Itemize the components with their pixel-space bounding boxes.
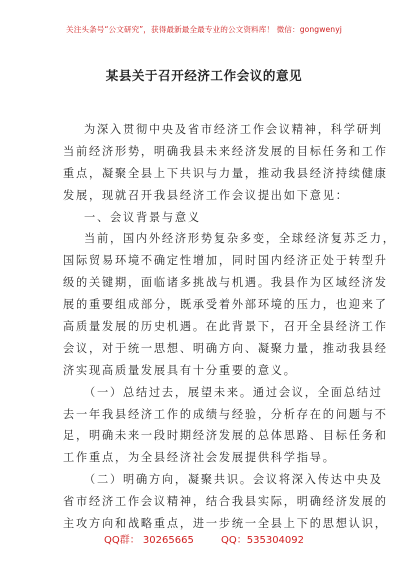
page-title: 某县关于召开经济工作会议的意见	[105, 68, 303, 83]
text-line: （二）明确方向，凝聚共识。会议将深入传达中央及	[84, 473, 383, 487]
text-line: 展的重要组成部分，既承受着外部环境的压力，也迎来了	[63, 298, 388, 312]
text-line: 高质量发展的历史机遇。在此背景下，召开全县经济工作	[63, 320, 388, 334]
text-line: 发展，现就召开我县经济工作会议提出如下意见：	[63, 188, 349, 202]
document-body	[63, 119, 396, 535]
body-text	[63, 119, 396, 535]
footer-contact	[0, 531, 408, 546]
text-line: 国际贸易环境不确定性增加，同时国内经济正处于转型升	[63, 254, 388, 268]
text-line: 去一年我县经济工作的成绩与经验，分析存在的问题与不	[63, 407, 388, 421]
qq-contact-text: QQ：535304092	[221, 535, 305, 546]
text-line: 当前经济形势，明确我县未来经济发展的目标任务和工作	[63, 144, 388, 158]
text-line: 会议，对于统一思想、明确方向、凝聚力量，推动我县经	[63, 341, 388, 355]
text-line: 为深入贯彻中央及省市经济工作会议精神，科学研判	[84, 123, 383, 136]
text-line: （一）总结过去，展望未来。通过会议，全面总结过	[84, 385, 383, 399]
text-line: 足，明确未来一段时期经济发展的总体思路、目标任务和	[63, 429, 388, 443]
text-line: 级的关键期，面临诸多挑战与机遇。我县作为区域经济发	[63, 276, 388, 290]
text-line: 济实现高质量发展具有十分重要的意义。	[63, 363, 297, 377]
qq-group-text: QQ群： 30265665	[103, 535, 194, 546]
text-line: 主攻方向和战略重点，进一步统一全县上下的思想认识，	[63, 517, 388, 531]
text-line: 重点，凝聚全县上下共识与力量，推动我县经济持续健康	[63, 166, 388, 180]
text-line: 省市经济工作会议精神，结合我县实际，明确经济发展的	[63, 495, 388, 509]
text-line: 当前，国内外经济形势复杂多变，全球经济复苏乏力，	[84, 232, 396, 246]
text-line: 工作重点，为全县经济社会发展提供科学指导。	[63, 451, 336, 465]
header-note: 关注头条号“公文研究”，获得最新最全最专业的公文资料库！ 微信：gongwenyj	[66, 25, 342, 34]
section-heading: 一、会议背景与意义	[84, 210, 201, 224]
